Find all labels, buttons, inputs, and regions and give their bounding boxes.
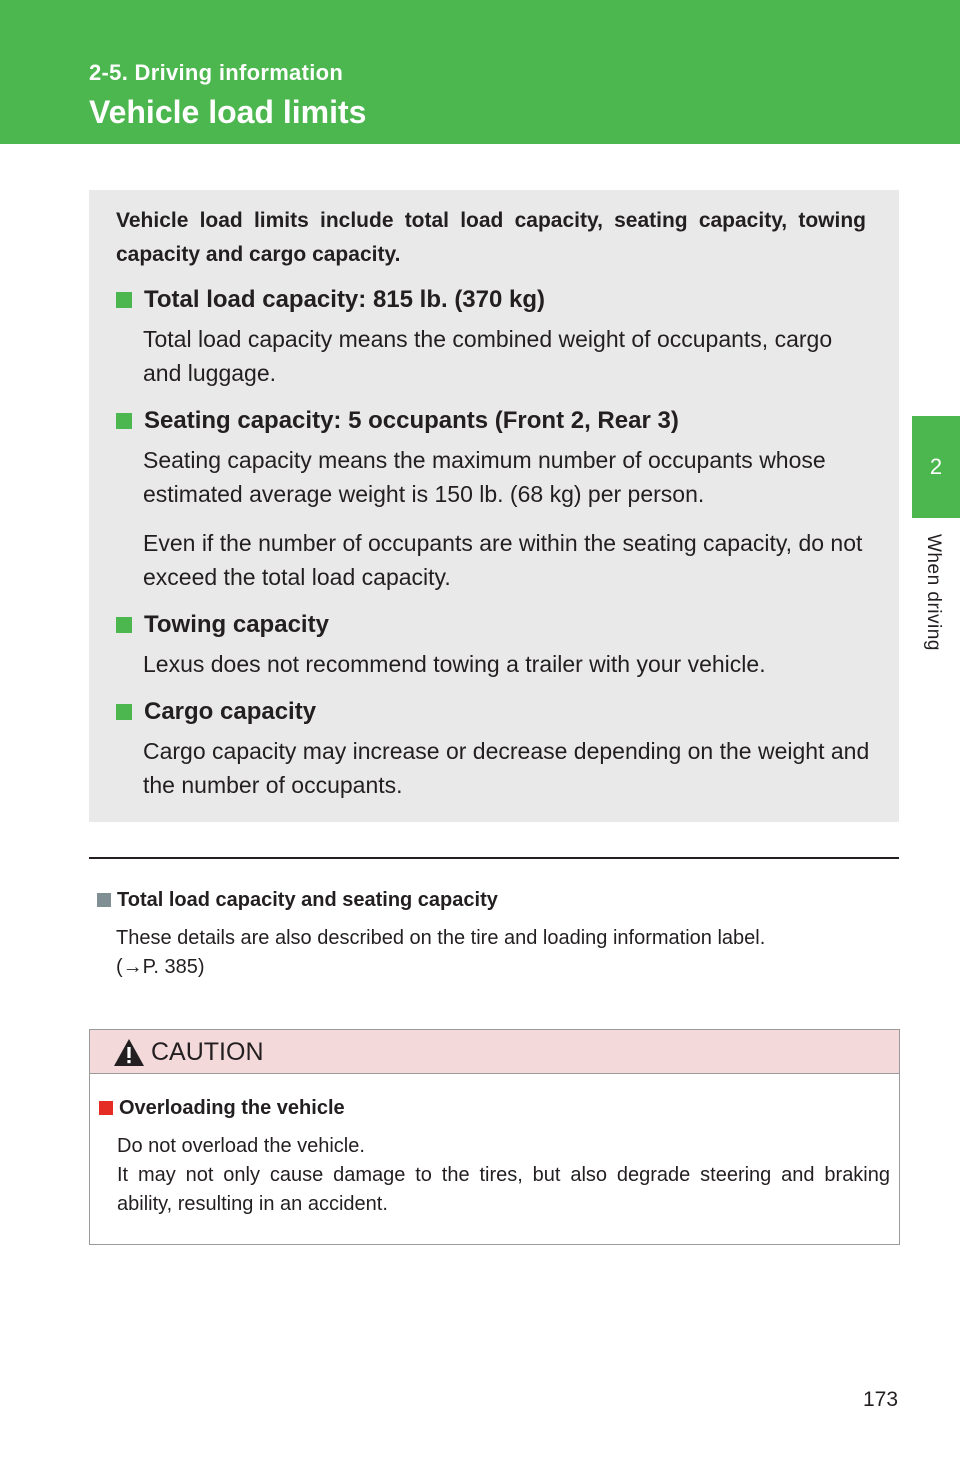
- caution-item-title-text: Overloading the vehicle: [119, 1097, 345, 1119]
- total-load-text: Total load capacity means the combined weight of occupants, cargo and luggage.: [143, 326, 833, 386]
- seating-text-2: Even if the number of occupants are within the seating capacity, do not exceed the total load capacity.: [143, 530, 863, 590]
- page-reference-link[interactable]: (→P. 385): [116, 956, 205, 978]
- caution-item-title: [99, 1094, 345, 1122]
- item-body: [143, 322, 876, 390]
- seating-title: Seating capacity: 5 occupants (Front 2, Rear 3): [144, 407, 679, 434]
- item-seating: [116, 404, 876, 594]
- note-title-text: Total load capacity and seating capacity: [117, 889, 498, 911]
- summary-intro: Vehicle load limits include total load capacity, seating capacity, towing capacity and cargo capacity.: [116, 209, 866, 266]
- note-title: [97, 886, 498, 914]
- note-line-1: These details are also described on the tire and loading information label.: [116, 927, 766, 949]
- item-towing: [116, 608, 876, 681]
- caution-label: CAUTION: [151, 1038, 264, 1066]
- cargo-text: Cargo capacity may increase or decrease depending on the weight and the number of occupants.: [143, 738, 870, 798]
- summary-box: [89, 190, 899, 822]
- gray-square-icon: [97, 893, 111, 907]
- towing-text: Lexus does not recommend towing a trailer with your vehicle.: [143, 651, 766, 677]
- caution-line-1: Do not overload the vehicle.: [117, 1135, 365, 1157]
- towing-title: Towing capacity: [144, 611, 329, 638]
- item-body: [143, 734, 876, 802]
- green-square-icon: [116, 704, 132, 720]
- caution-box: [89, 1029, 900, 1245]
- green-square-icon: [116, 413, 132, 429]
- page-number: 173: [863, 1388, 899, 1411]
- chapter-label: When driving: [923, 534, 944, 651]
- total-load-title: Total load capacity: 815 lb. (370 kg): [144, 286, 546, 313]
- red-square-icon: [99, 1101, 113, 1115]
- item-cargo: [116, 695, 876, 802]
- section-label: 2-5. Driving information: [89, 60, 344, 85]
- item-title: [116, 608, 876, 642]
- green-square-icon: [116, 292, 132, 308]
- chapter-number: 2: [929, 454, 943, 479]
- header-band: [0, 0, 960, 144]
- chapter-tab[interactable]: [912, 416, 960, 518]
- item-body: [143, 647, 876, 681]
- caution-line-2: It may not only cause damage to the tires, but also degrade steering and braking ability, resulting in an accident.: [117, 1164, 890, 1215]
- item-title: [116, 404, 876, 438]
- item-total-load: [116, 283, 876, 390]
- caution-header: [90, 1030, 899, 1074]
- item-title: [116, 283, 876, 317]
- item-title: [116, 695, 876, 729]
- warning-triangle-icon: [113, 1038, 145, 1067]
- green-square-icon: [116, 617, 132, 633]
- page-title: Vehicle load limits: [89, 94, 367, 130]
- seating-text-1: Seating capacity means the maximum number of occupants whose estimated average weight is 150 lb. (68 kg) per person.: [143, 447, 826, 507]
- cargo-title: Cargo capacity: [144, 698, 317, 725]
- caution-body: [117, 1132, 890, 1219]
- item-body: [143, 443, 876, 594]
- section-divider: [89, 857, 899, 859]
- note-body: [116, 924, 876, 982]
